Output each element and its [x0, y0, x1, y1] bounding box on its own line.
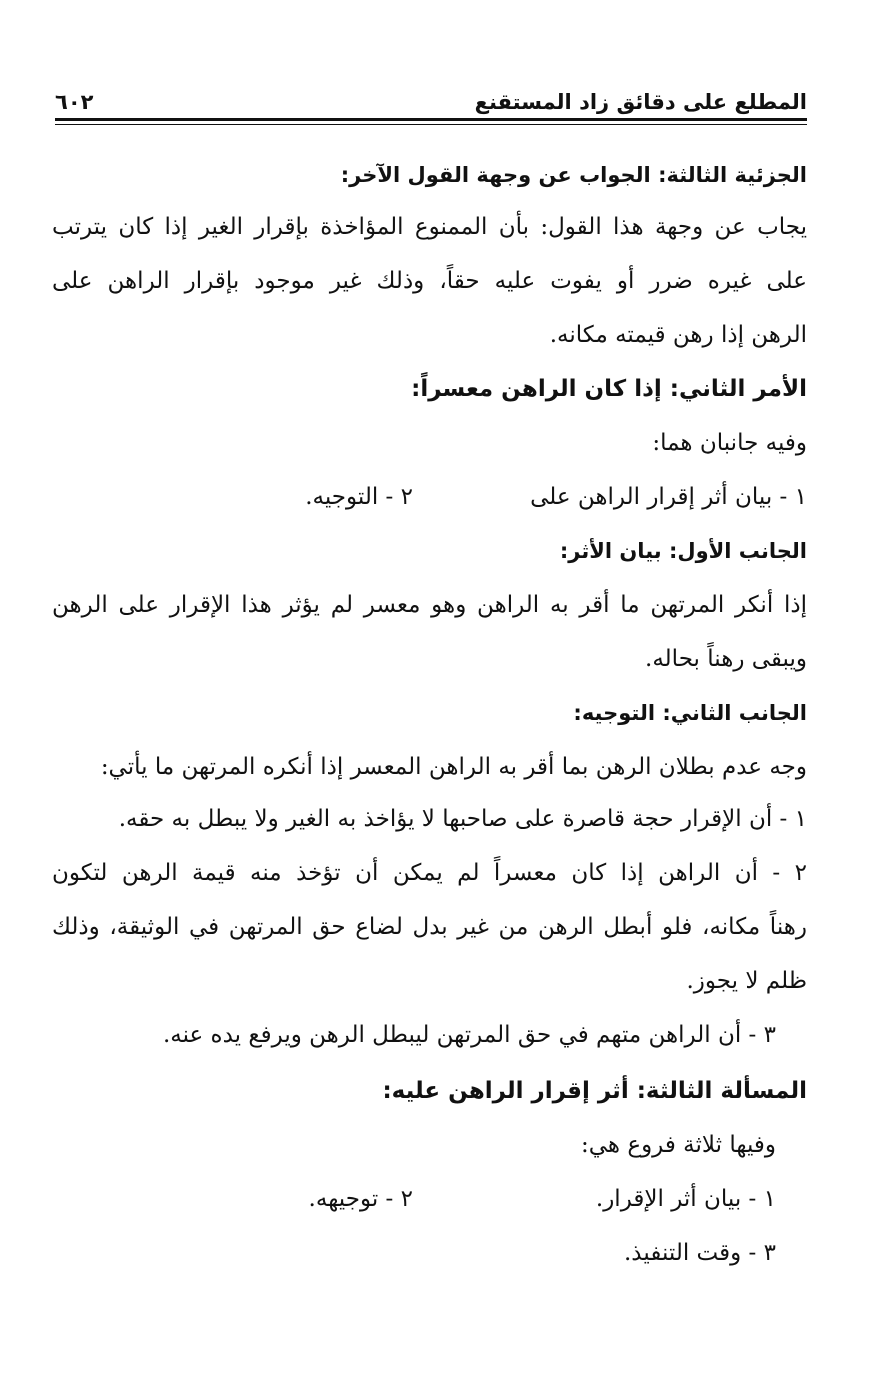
- subsection-heading: الجانب الثاني: التوجيه:: [573, 701, 807, 725]
- page-number: ٦٠٢: [55, 90, 94, 114]
- paragraph-line: رهناً مكانه، فلو أبطل الرهن من غير بدل لضاع حق المرتهن في الوثيقة، وذلك: [52, 914, 807, 940]
- list-item: ٣ - وقت التنفيذ.: [624, 1240, 776, 1266]
- header-rule-thick: [55, 118, 807, 121]
- paragraph-line: يجاب عن وجهة هذا القول: بأن الممنوع المؤاخذة بإقرار الغير إذا كان يترتب: [52, 214, 807, 240]
- header-rule-thin: [55, 124, 807, 125]
- paragraph-line: إذا أنكر المرتهن ما أقر به الراهن وهو معسر لم يؤثر هذا الإقرار على الرهن: [52, 592, 807, 618]
- list-item: ٢ - توجيهه.: [308, 1186, 413, 1212]
- paragraph-line: الرهن إذا رهن قيمته مكانه.: [549, 322, 807, 348]
- section-heading: المسألة الثالثة: أثر إقرار الراهن عليه:: [382, 1078, 807, 1104]
- subsection-heading: الجزئية الثالثة: الجواب عن وجهة القول الآخر:: [340, 163, 807, 187]
- paragraph-line: ظلم لا يجوز.: [686, 968, 807, 994]
- list-item: ٣ - أن الراهن متهم في حق المرتهن ليبطل الرهن ويرفع يده عنه.: [162, 1022, 776, 1048]
- list-item: ٢ - التوجيه.: [305, 484, 413, 510]
- paragraph-line: ويبقى رهناً بحاله.: [645, 646, 807, 672]
- book-title: المطلع على دقائق زاد المستقنع: [474, 90, 807, 114]
- list-item: ٢ - أن الراهن إذا كان معسراً لم يمكن أن تؤخذ منه قيمة الرهن لتكون: [52, 860, 807, 886]
- paragraph-line: على غيره ضرر أو يفوت عليه حقاً، وذلك غير موجود بإقرار الراهن على: [52, 268, 807, 294]
- subsection-heading: الجانب الأول: بيان الأثر:: [559, 539, 807, 563]
- section-heading: الأمر الثاني: إذا كان الراهن معسراً:: [411, 376, 807, 402]
- paragraph-line: وجه عدم بطلان الرهن بما أقر به الراهن المعسر إذا أنكره المرتهن ما يأتي:: [100, 754, 807, 780]
- list-item: ١ - أن الإقرار حجة قاصرة على صاحبها لا يؤاخذ به الغير ولا يبطل به حقه.: [118, 806, 807, 832]
- paragraph-line: وفيها ثلاثة فروع هي:: [580, 1132, 776, 1158]
- paragraph-line: وفيه جانبان هما:: [652, 430, 807, 456]
- list-item: ١ - بيان أثر الإقرار.: [595, 1186, 776, 1212]
- list-item: ١ - بيان أثر إقرار الراهن على: [530, 484, 807, 510]
- running-header: [55, 80, 807, 114]
